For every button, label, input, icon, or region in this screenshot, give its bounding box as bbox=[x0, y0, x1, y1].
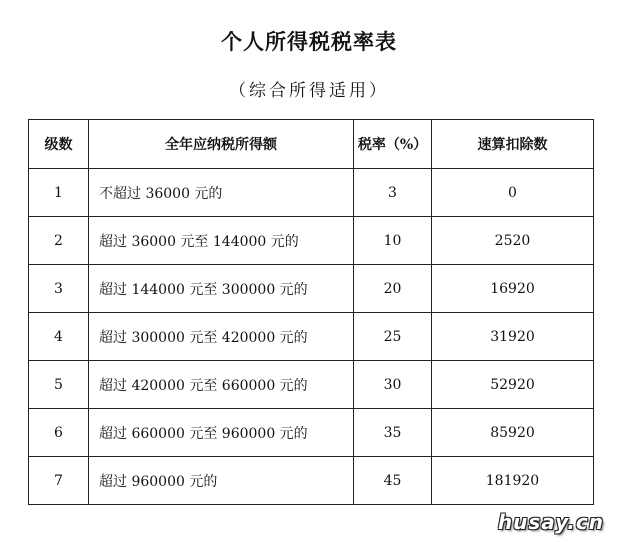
cell-income-range: 超过 300000 元至 420000 元的 bbox=[89, 313, 354, 361]
table-row bbox=[29, 265, 594, 313]
cell-income-range: 超过 660000 元至 960000 元的 bbox=[89, 409, 354, 457]
header-tax-rate: 税率（%） bbox=[354, 120, 432, 169]
cell-quick-deduction: 2520 bbox=[432, 217, 594, 265]
cell-quick-deduction: 31920 bbox=[432, 313, 594, 361]
cell-income-range: 超过 420000 元至 660000 元的 bbox=[89, 361, 354, 409]
tax-rate-table bbox=[28, 119, 594, 505]
site-watermark: husay.cn bbox=[497, 510, 604, 534]
cell-income-range: 超过 144000 元至 300000 元的 bbox=[89, 265, 354, 313]
table-row bbox=[29, 313, 594, 361]
cell-tax-rate: 25 bbox=[354, 313, 432, 361]
page-subtitle: （综合所得适用） bbox=[229, 81, 389, 101]
page-title: 个人所得税税率表 bbox=[221, 29, 397, 54]
cell-level: 7 bbox=[29, 457, 89, 505]
cell-tax-rate: 20 bbox=[354, 265, 432, 313]
cell-quick-deduction: 181920 bbox=[432, 457, 594, 505]
cell-tax-rate: 3 bbox=[354, 169, 432, 217]
cell-level: 2 bbox=[29, 217, 89, 265]
table-row bbox=[29, 361, 594, 409]
header-quick-deduction: 速算扣除数 bbox=[432, 120, 594, 169]
table-row bbox=[29, 457, 594, 505]
header-level: 级数 bbox=[29, 120, 89, 169]
cell-level: 5 bbox=[29, 361, 89, 409]
cell-income-range: 不超过 36000 元的 bbox=[89, 169, 354, 217]
table-row bbox=[29, 169, 594, 217]
cell-quick-deduction: 85920 bbox=[432, 409, 594, 457]
table-row bbox=[29, 409, 594, 457]
cell-level: 3 bbox=[29, 265, 89, 313]
cell-tax-rate: 30 bbox=[354, 361, 432, 409]
cell-tax-rate: 10 bbox=[354, 217, 432, 265]
cell-level: 4 bbox=[29, 313, 89, 361]
cell-income-range: 超过 960000 元的 bbox=[89, 457, 354, 505]
cell-tax-rate: 35 bbox=[354, 409, 432, 457]
cell-quick-deduction: 16920 bbox=[432, 265, 594, 313]
cell-quick-deduction: 52920 bbox=[432, 361, 594, 409]
cell-level: 1 bbox=[29, 169, 89, 217]
cell-level: 6 bbox=[29, 409, 89, 457]
header-taxable-income: 全年应纳税所得额 bbox=[89, 120, 354, 169]
cell-quick-deduction: 0 bbox=[432, 169, 594, 217]
cell-income-range: 超过 36000 元至 144000 元的 bbox=[89, 217, 354, 265]
table-row bbox=[29, 217, 594, 265]
cell-tax-rate: 45 bbox=[354, 457, 432, 505]
table-header-row bbox=[29, 120, 594, 169]
